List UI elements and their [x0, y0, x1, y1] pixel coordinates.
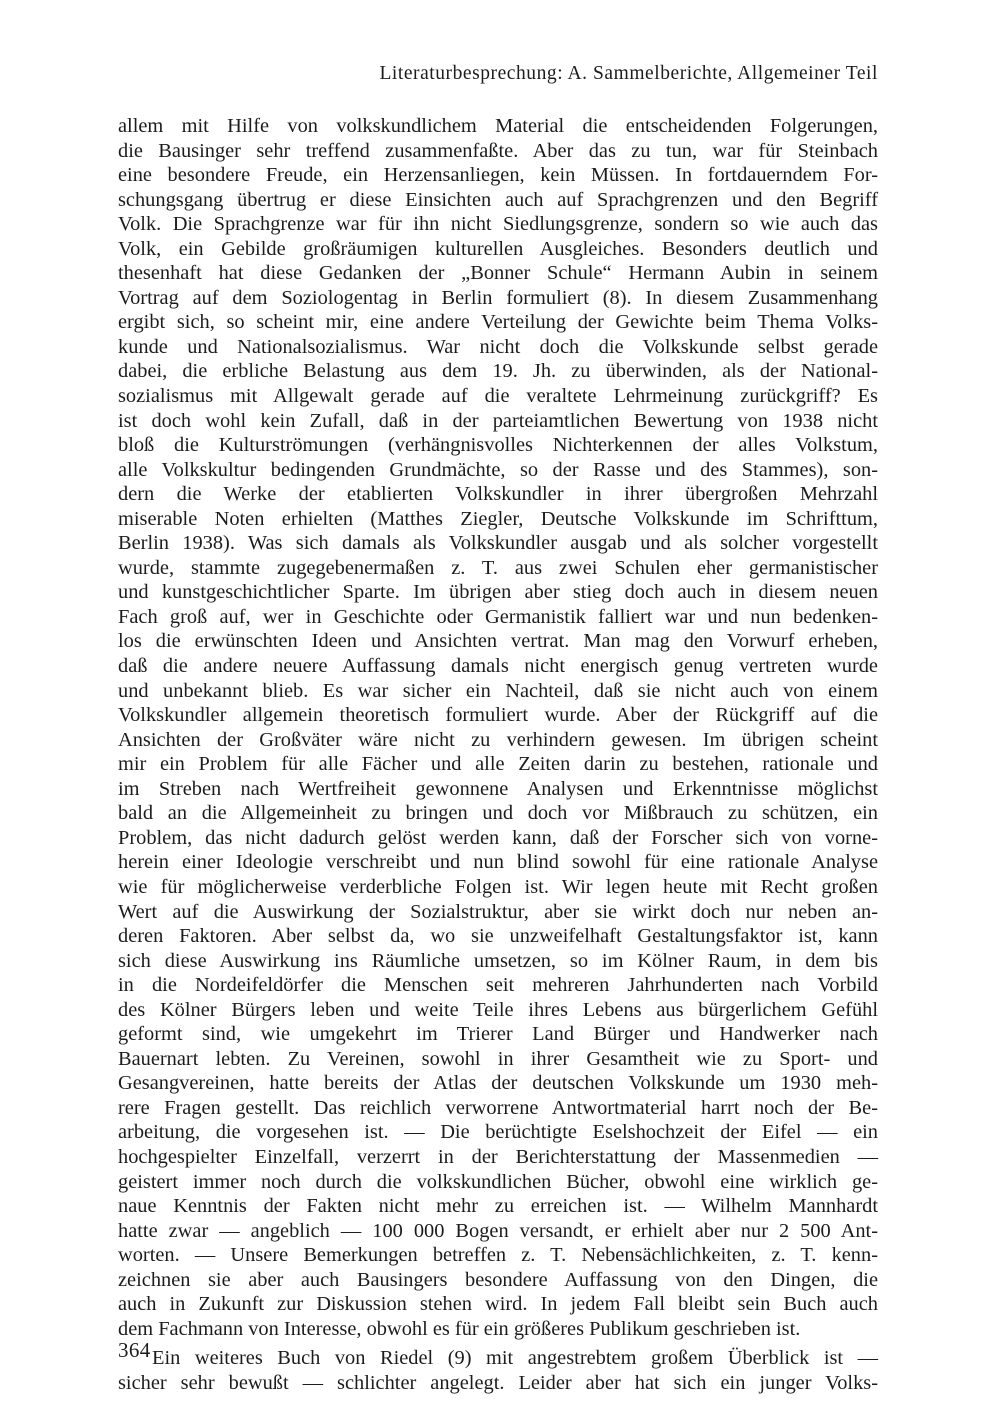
text-line: deren Faktoren. Aber selbst da, wo sie unzweifelhaft Gestaltungsfaktor ist, kann: [118, 925, 878, 948]
text-line: sich diese Auswirkung ins Räumliche umsetzen, so im Kölner Raum, in dem bis: [118, 949, 878, 972]
text-line: allem mit Hilfe von volkskundlichem Material die entscheidenden Folgerungen,: [118, 115, 878, 137]
text-line: die Bausinger sehr treffend zusammenfaßte. Aber das zu tun, war für Steinbach: [118, 139, 878, 162]
text-line: ist doch wohl kein Zufall, daß in der parteiamtlichen Bewertung von 1938 nicht: [118, 409, 878, 432]
text-line: ergibt sich, so scheint mir, eine andere Verteilung der Gewichte beim Thema Volks-: [118, 311, 878, 334]
text-line: zeichnen sie aber auch Bausingers besondere Auffassung von den Dingen, die: [118, 1268, 878, 1291]
text-line: und unbekannt blieb. Es war sicher ein Nachteil, daß sie nicht auch von einem: [118, 679, 878, 702]
text-line: sozialismus mit Allgewalt gerade auf die veraltete Lehrmeinung zurückgriff? Es: [118, 385, 878, 408]
text-line: bloß die Kulturströmungen (verhängnisvolles Nichterkennen der alles Volkstum,: [118, 434, 878, 457]
text-line: dern die Werke der etablierten Volkskundler in ihrer übergroßen Mehrzahl: [118, 483, 878, 506]
text-line: schungsgang übertrug er diese Einsichten auch auf Sprachgrenzen und den Begriff: [118, 188, 878, 211]
body-text: [118, 114, 878, 1395]
paragraph-1: [118, 114, 878, 1341]
text-line: Fach groß auf, wer in Geschichte oder Germanistik falliert war und nun bedenken-: [118, 605, 878, 628]
text-line: dem Fachmann von Interesse, obwohl es für ein größeres Publikum geschrieben ist.: [118, 1317, 801, 1340]
text-line: naue Kenntnis der Fakten nicht mehr zu erreichen ist. — Wilhelm Mannhardt: [118, 1195, 878, 1218]
text-line: Volk, ein Gebilde großräumigen kulturellen Ausgleiches. Besonders deutlich und: [118, 237, 878, 260]
text-line: bald an die Allgemeinheit zu bringen und doch vor Mißbrauch zu schützen, ein: [118, 802, 878, 825]
text-line: Vortrag auf dem Soziologentag in Berlin formuliert (8). In diesem Zusammenhang: [118, 286, 878, 309]
page-number: 364: [118, 1338, 151, 1362]
text-line: Ansichten der Großväter wäre nicht zu verhindern gewesen. Im übrigen scheint: [118, 728, 878, 751]
text-line: mir ein Problem für alle Fächer und alle Zeiten darin zu bestehen, rationale und: [118, 753, 878, 776]
text-line: und kunstgeschichtlicher Sparte. Im übrigen aber stieg doch auch in diesem neuen: [118, 581, 878, 604]
text-line: Ein weiteres Buch von Riedel (9) mit angestrebtem großem Überblick ist —: [152, 1347, 878, 1370]
text-line: hatte zwar — angeblich — 100 000 Bogen versandt, er erhielt aber nur 2 500 Ant-: [118, 1219, 878, 1242]
text-line: herein einer Ideologie verschreibt und nun blind sowohl für eine rationale Analyse: [118, 851, 878, 874]
text-line: Gesangvereinen, hatte bereits der Atlas der deutschen Volkskunde um 1930 meh-: [118, 1072, 878, 1095]
text-line: Volkskundler allgemein theoretisch formuliert wurde. Aber der Rückgriff auf die: [118, 704, 878, 727]
text-line: daß die andere neuere Auffassung damals nicht energisch genug vertreten wurde: [118, 655, 878, 678]
text-line: Volk. Die Sprachgrenze war für ihn nicht Siedlungsgrenze, sondern so wie auch das: [118, 213, 878, 236]
text-line: hochgespielter Einzelfall, verzerrt in der Berichterstattung der Massenmedien —: [118, 1145, 878, 1168]
text-line: geistert immer noch durch die volkskundlichen Bücher, obwohl eine wirklich ge-: [118, 1170, 878, 1193]
text-line: Wert auf die Auswirkung der Sozialstruktur, aber sie wirkt doch nur neben an-: [118, 900, 878, 923]
text-line: wurde, stammte zugegebenermaßen z. T. aus zwei Schulen eher germanistischer: [118, 556, 878, 579]
paragraph-2: [118, 1346, 878, 1395]
text-line: arbeitung, die vorgesehen ist. — Die berüchtigte Eselshochzeit der Eifel — ein: [118, 1121, 878, 1144]
text-line: los die erwünschten Ideen und Ansichten vertrat. Man mag den Vorwurf erheben,: [118, 630, 878, 653]
text-line: Problem, das nicht dadurch gelöst werden kann, daß der Forscher sich von vorne-: [118, 826, 878, 849]
text-line: worten. — Unsere Bemerkungen betreffen z. T. Nebensächlichkeiten, z. T. kenn-: [118, 1244, 878, 1267]
text-line: miserable Noten erhielten (Matthes Ziegler, Deutsche Volkskunde im Schrifttum,: [118, 507, 878, 530]
text-line: auch in Zukunft zur Diskussion stehen wird. In jedem Fall bleibt sein Buch auch: [118, 1293, 878, 1316]
text-line: geformt sind, wie umgekehrt im Trierer Land Bürger und Handwerker nach: [118, 1023, 878, 1046]
text-line: alle Volkskultur bedingenden Grundmächte, so der Rasse und des Stammes), son-: [118, 458, 878, 481]
text-line: des Kölner Bürgers leben und weite Teile ihres Lebens aus bürgerlichem Gefühl: [118, 998, 878, 1021]
text-line: thesenhaft hat diese Gedanken der „Bonner Schule“ Hermann Aubin in seinem: [118, 262, 878, 285]
text-line: rere Fragen gestellt. Das reichlich verworrene Antwortmaterial harrt noch der Be-: [118, 1096, 878, 1119]
text-line: in die Nordeifeldörfer die Menschen seit mehreren Jahrhunderten nach Vorbild: [118, 974, 878, 997]
text-line: wie für möglicherweise verderbliche Folgen ist. Wir legen heute mit Recht großen: [118, 875, 878, 898]
text-line: kunde und Nationalsozialismus. War nicht doch die Volkskunde selbst gerade: [118, 335, 878, 358]
text-line: eine besondere Freude, ein Herzensanliegen, kein Müssen. In fortdauerndem For-: [118, 164, 878, 187]
text-line: dabei, die erbliche Belastung aus dem 19. Jh. zu überwinden, als der National-: [118, 360, 878, 383]
text-line: Berlin 1938). Was sich damals als Volkskundler ausgab und als solcher vorgestellt: [118, 532, 878, 555]
running-head: Literaturbesprechung: A. Sammelberichte, Allgemeiner Teil: [379, 63, 878, 84]
text-line: Bauernart lebten. Zu Vereinen, sowohl in ihrer Gesamtheit wie zu Sport- und: [118, 1047, 878, 1070]
text-line: im Streben nach Wertfreiheit gewonnene Analysen und Erkenntnisse möglichst: [118, 777, 878, 800]
text-line: sicher sehr bewußt — schlichter angelegt. Leider aber hat sich ein junger Volks-: [118, 1371, 878, 1394]
